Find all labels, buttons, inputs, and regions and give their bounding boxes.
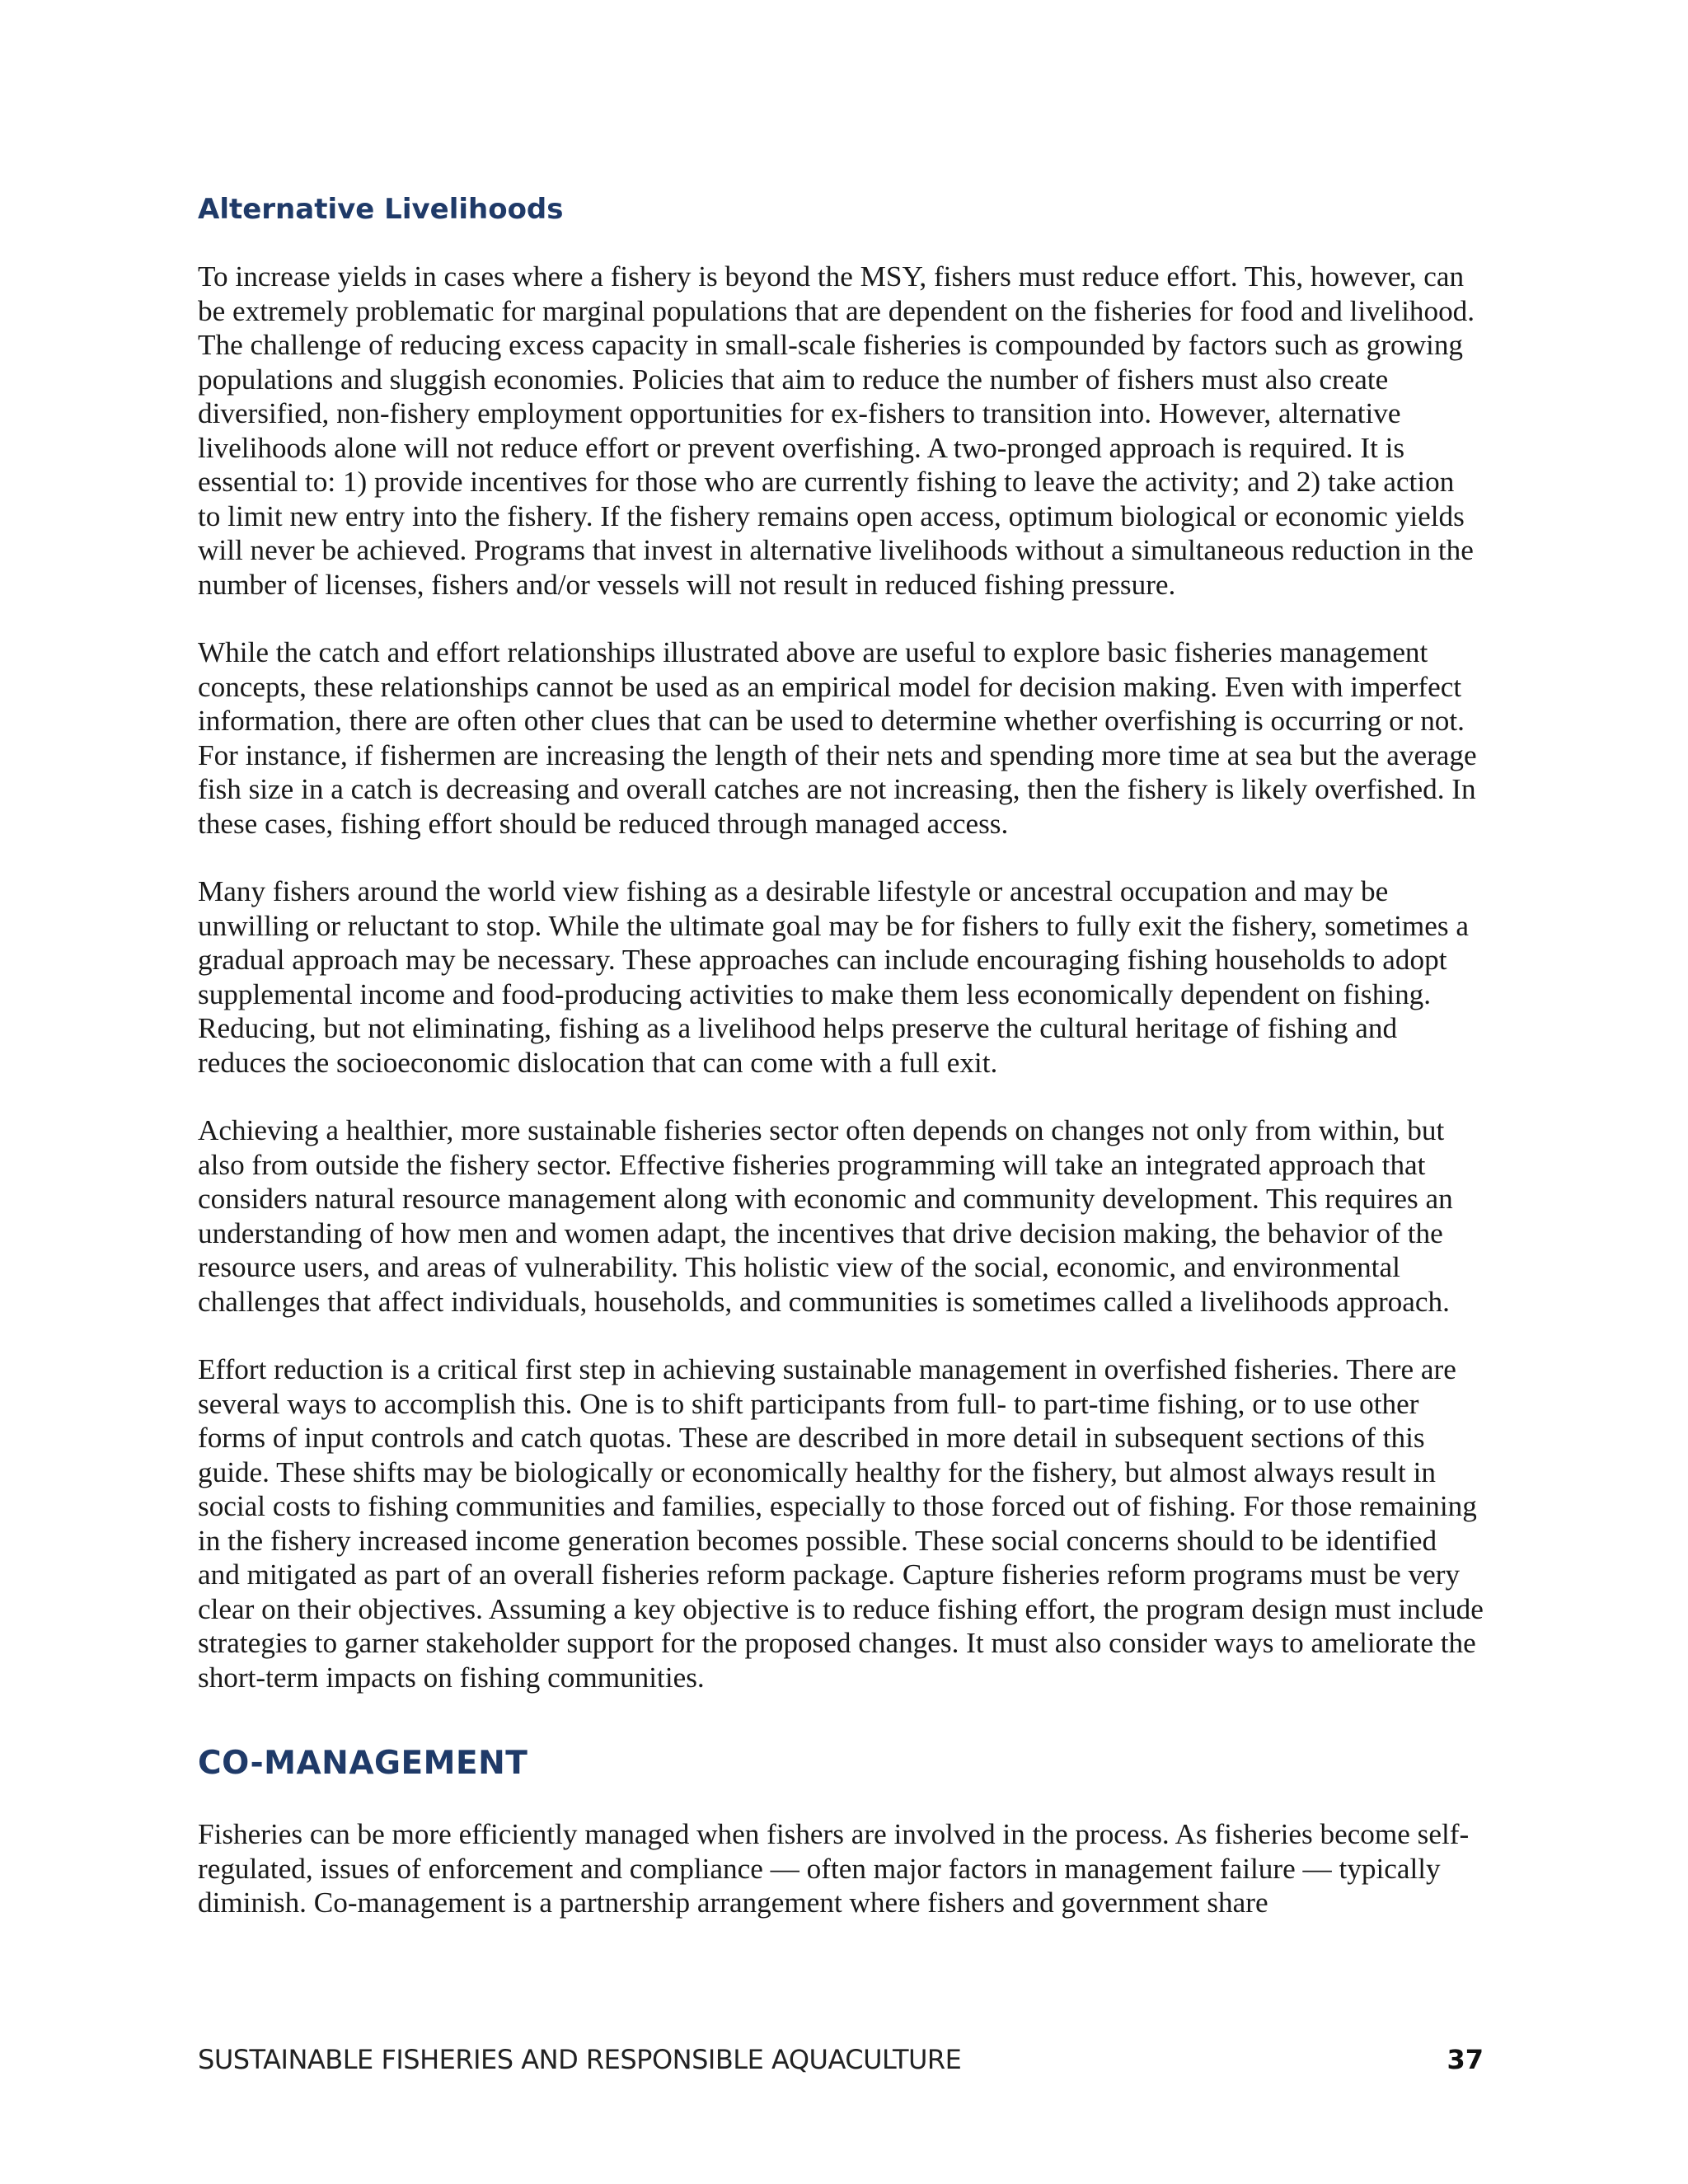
page-body (198, 191, 1484, 1954)
paragraph-catch-effort-relationships: While the catch and effort relationships illustrated above are useful to explore basic fisheries management concepts, these relationships cannot be used as an empirical model for decision making. Even with imperfect information, there are often other clues that can be used to determine whether overfishing is occurring or not. For instance, if fishermen are increasing the length of their nets and spending more time at sea but the average fish size in a catch is decreasing and overall catches are not increasing, then the fishery is likely overfished. In these cases, fishing effort should be reduced through managed access. (198, 636, 1477, 840)
paragraph-fishing-lifestyle: Many fishers around the world view fishing as a desirable lifestyle or ancestral occupation and may be unwilling or reluctant to stop. While the ultimate goal may be for fishers to fully exit the fishery, sometimes a gradual approach may be necessary. These approaches can include encouraging fishing households to adopt supplemental income and food-producing activities to make them less economically dependent on fishing. Reducing, but not eliminating, fishing as a livelihood helps preserve the cultural heritage of fishing and reduces the socioeconomic dislocation that can come with a full exit. (198, 875, 1470, 1079)
paragraph-effort-reduction: Effort reduction is a critical first step in achieving sustainable management in overfished fisheries. There are several ways to accomplish this. One is to shift participants from full- to part-time fishing, or to use other forms of input controls and catch quotas. These are described in more detail in subsequent sections of this guide. These shifts may be biologically or economically healthy for the fishery, but almost always result in social costs to fishing communities and families, especially to those forced out of fishing. For those remaining in the fishery increased income generation becomes possible. These social concerns should to be identified and mitigated as part of an overall fisheries reform package. Capture fisheries reform programs must be very clear on their objectives. Assuming a key objective is to reduce fishing effort, the program design must include strategies to garner stakeholder support for the proposed changes. It must also consider ways to ameliorate the short-term impacts on fishing communities. (198, 1353, 1484, 1694)
footer-publication-title: SUSTAINABLE FISHERIES AND RESPONSIBLE AQUACULTURE (198, 2044, 962, 2075)
paragraph-msy-effort: To increase yields in cases where a fishery is beyond the MSY, fishers must reduce effort. This, however, can be extremely problematic for marginal populations that are dependent on the fisheries for food and livelihood. The challenge of reducing excess capacity in small-scale fisheries is compounded by factors such as growing populations and sluggish economies. Policies that aim to reduce the number of fishers must also create diversified, non-fishery employment opportunities for ex-fishers to transition into. However, alternative livelihoods alone will not reduce effort or prevent overfishing. A two-pronged approach is required. It is essential to: 1) provide incentives for those who are currently fishing to leave the activity; and 2) take action to limit new entry into the fishery. If the fishery remains open access, optimum biological or economic yields will never be achieved. Programs that invest in alternative livelihoods without a simultaneous reduction in the number of licenses, fishers and/or vessels will not result in reduced fishing pressure. (198, 260, 1475, 601)
paragraph-livelihoods-approach: Achieving a healthier, more sustainable fisheries sector often depends on changes not only from within, but also from outside the fishery sector. Effective fisheries programming will take an integrated approach that considers natural resource management along with economic and community development. This requires an understanding of how men and women adapt, the incentives that drive decision making, the behavior of the resource users, and areas of vulnerability. This holistic view of the social, economic, and environmental challenges that affect individuals, households, and communities is sometimes called a livelihoods approach. (198, 1114, 1453, 1318)
paragraph-co-management-intro: Fisheries can be more efficiently managed when fishers are involved in the process. As fisheries become self-regulated, issues of enforcement and compliance — often major factors in management failure — typically diminish. Co-management is a partnership arrangement where fishers and government share (198, 1818, 1470, 1919)
subheading-alternative-livelihoods: Alternative Livelihoods (198, 193, 564, 226)
page-footer (198, 2039, 1484, 2080)
footer-page-number: 37 (1447, 2044, 1484, 2075)
section-heading-co-management: CO-MANAGEMENT (198, 1745, 528, 1782)
